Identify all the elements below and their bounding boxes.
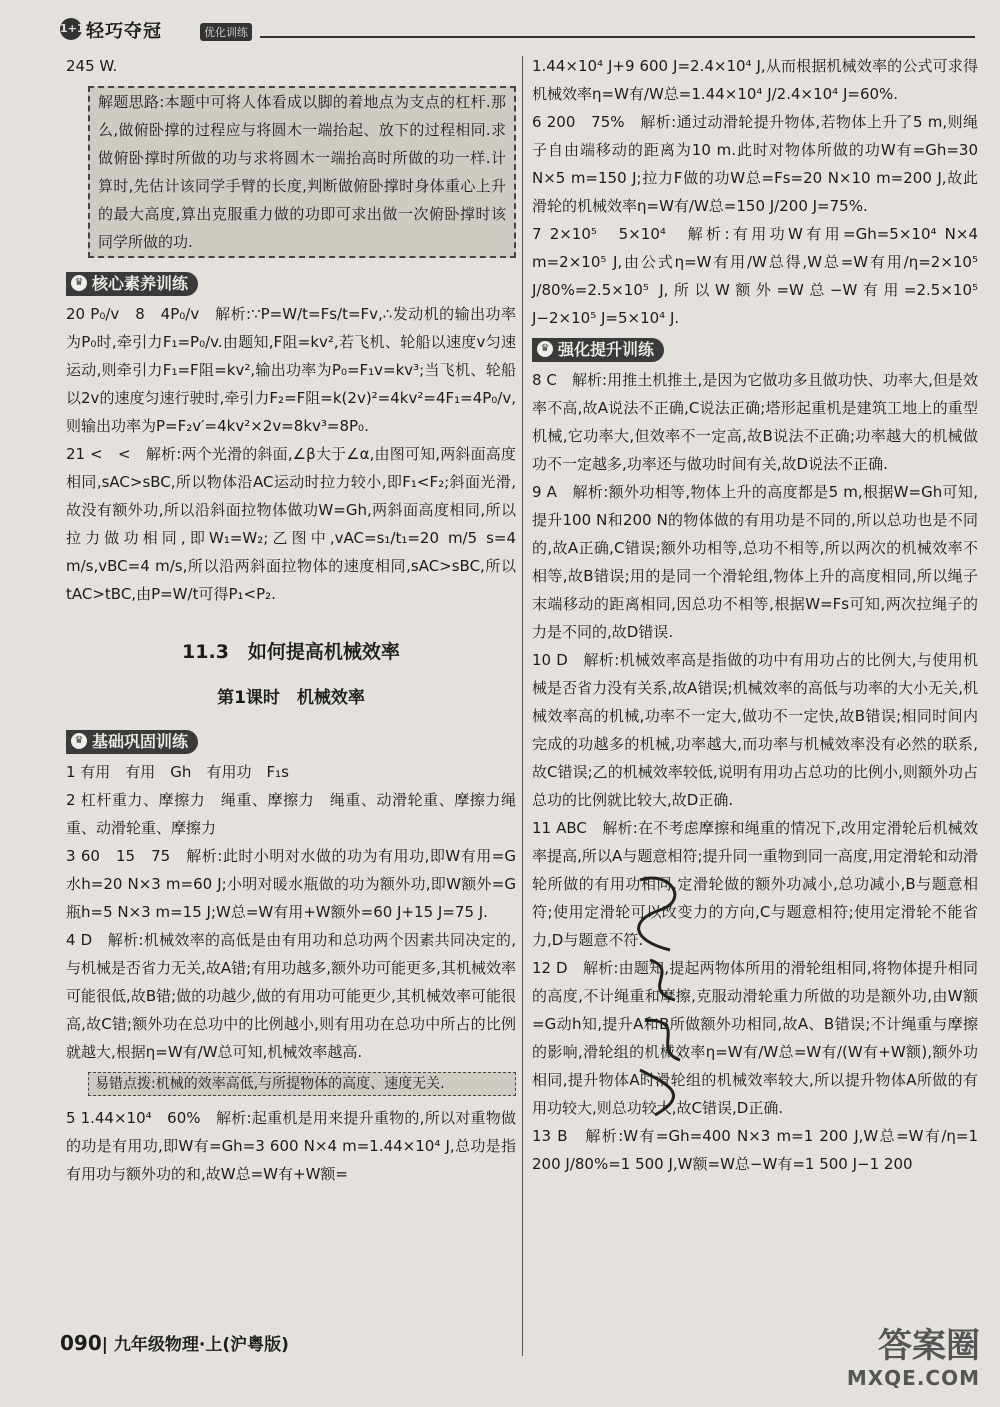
answer-3: 3 60 15 75 解析:此时小明对水做的功为有用功,即W有用=G水h=20 N×3 m=60 J;小明对暖水瓶做的功为额外功,即W额外=G瓶h=5 N×3 m=15 J;W总=W有用+W额外=60 J+15 J=75 J. [66, 847, 516, 921]
column-divider [522, 56, 523, 1356]
section-title: 核心素养训练 [92, 274, 189, 293]
brand-title: 轻巧夺冠 [86, 21, 162, 42]
answer-21: 21 < < 解析:两个光滑的斜面,∠β大于∠α,由图可知,两斜面高度相同,sAC>sBC,所以物体沿AC运动时拉力较小,即F₁<F₂;斜面光滑,故没有额外功,所以沿斜面拉物体做功W=Gh,两斜面高度相同,所以拉力做功相同,即W₁=W₂;乙图中,vAC=s₁/t₁=20 m/5 s=4 m/s,vBC=4 m/s,所以沿两斜面拉物体的速度相同,sAC>sBC,所以tAC>tBC,由P=W/t可得P₁<P₂. [66, 445, 516, 603]
section-title: 基础巩固训练 [92, 732, 189, 751]
answer-4: 4 D 解析:机械效率的高低是由有用功和总功两个因素共同决定的,与机械是否省力无关,故A错;有用功越多,额外功可能更多,其机械效率可能很低,故B错;做的功越少,做的有用功可能更少,其机械效率可能很高,故C错;额外功在总功中的比例越小,则有用功在总功中所占的比例就越大,根据η=W有/W总可知,机械效率越高. [66, 931, 516, 1061]
section-title: 强化提升训练 [558, 340, 655, 359]
answer-10: 10 D 解析:机械效率高是指做的功中有用功占的比例大,与使用机械是否省力没有关系,故A错误;机械效率的高低与功率的大小无关,机械效率高的机械,功率不一定大,做功不一定快,故B错误;相同时间内完成的功越多的机械,功率越大,而功率与机械效率没有必然的联系,故C错误;乙的机械效率较低,说明有用功占总功的比例小,则额外功占总功的比例就比较大,故D正确. [532, 651, 978, 809]
page-footer: 090| 九年级物理·上(沪粤版) [60, 1331, 289, 1355]
answer-5: 5 1.44×10⁴ 60% 解析:起重机是用来提升重物的,所以对重物做的功是有用功,即W有=Gh=3 600 N×4 m=1.44×10⁴ J,总功是指有用功与额外功的和,故W总=W有+W额= [66, 1109, 516, 1183]
error-tip-box: 易错点拨:机械的效率高低,与所提物体的高度、速度无关. [88, 1072, 516, 1096]
text-continuation: 245 W. [66, 57, 118, 75]
watermark-logo: 答案圈 [878, 1326, 980, 1366]
brand-subtitle: 优化训练 [200, 23, 252, 41]
answer-20: 20 P₀/v 8 4P₀/v 解析:∵P=W/t=Fs/t=Fv,∴发动机的输出功率为P₀时,牵引力F₁=P₀/v.由题知,F阻=kv²,若飞机、轮船以速度v匀速运动,则牵引力F₁=F阻=kv²,输出功率为P₀=F₁v=kv³;当飞机、轮船以2v的速度匀速行驶时,牵引力F₂=F阻=k(2v)²=4kv²=4F₁=4P₀/v,则输出功率为P=F₂v′=4kv²×2v=8kv³=8P₀. [66, 305, 516, 435]
left-column [66, 52, 516, 1188]
handwriting-scribble [620, 870, 710, 1120]
answer-13: 13 B 解析:W有=Gh=400 N×3 m=1 200 J,W总=W有/η=1 200 J/80%=1 500 J,W额=W总−W有=1 500 J−1 200 [532, 1127, 978, 1173]
watermark-url: MXQE.COM [846, 1366, 980, 1390]
answer-6: 6 200 75% 解析:通过动滑轮提升物体,若物体上升了5 m,则绳子自由端移动的距离为10 m.此时对物体所做的功W有=Gh=30 N×5 m=150 J;拉力F做的功W总=Fs=20 N×10 m=200 J,故此滑轮的机械效率η=W有/W总=150 J/200 J=75%. [532, 113, 978, 215]
section-header-core [66, 272, 198, 296]
answer-9: 9 A 解析:额外功相等,物体上升的高度都是5 m,根据W=Gh可知,提升100 N和200 N的物体做的有用功是不同的,所以总功也是不同的,故A正确,C错误;额外功相等,总功不相等,所以两次的机械效率不相等,故B错误;用的是同一个滑轮组,物体上升的高度相同,所以绳子末端移动的距离相同,因总功不相等,根据W=Fs可知,两次拉绳子的力是不同的,故D错误. [532, 483, 978, 641]
watermark [800, 1318, 980, 1398]
text-continuation: 1.44×10⁴ J+9 600 J=2.4×10⁴ J,从而根据机械效率的公式可求得机械效率η=W有/W总=1.44×10⁴ J/2.4×10⁴ J=60%. [532, 57, 978, 103]
section-header-basic [66, 730, 198, 754]
crown-icon: ♛ [71, 275, 87, 291]
page-header [60, 14, 975, 46]
answer-1: 1 有用 有用 Gh 有用功 F₁s [66, 763, 289, 781]
lesson-title: 第1课时 机械效率 [217, 688, 365, 708]
crown-icon: ♛ [71, 733, 87, 749]
chapter-title: 11.3 如何提高机械效率 [182, 641, 400, 663]
answer-8: 8 C 解析:用推土机推土,是因为它做功多且做功快、功率大,但是效率不高,故A说法不正确,C说法正确;塔形起重机是建筑工地上的重型机械,它功率大,但效率不一定高,故B说法不正确;功率越大的机械做功不一定越多,功率还与做功时间有关,故D说法不正确. [532, 371, 978, 473]
answer-12: 12 D 解析:由题知,提起两物体所用的滑轮组相同,将物体提升相同的高度,不计绳重和摩擦,克服动滑轮重力所做的功是额外功,由W额=G动h知,提升A和B所做额外功相同,故A、B错误;不计绳重与摩擦的影响,滑轮组的机械效率η=W有/W总=W有/(W有+W额),额外功相同,提升物体A时滑轮组的机械效率较大,所以提升物体A所做的有用功较大,则总功较大,故C错误,D正确. [532, 959, 978, 1117]
solution-hint-box [88, 86, 516, 258]
section-header-advanced [532, 338, 664, 362]
answer-11: 11 ABC 解析:在不考虑摩擦和绳重的情况下,改用定滑轮后机械效率提高,所以A与题意相符;提升同一重物到同一高度,用定滑轮和动滑轮所做的有用功相同,定滑轮做的额外功减小,总功减小,B与题意相符;使用定滑轮可以改变力的方向,C与题意相符;使用定滑轮不能省力,D与题意不符. [532, 819, 978, 949]
answer-7: 7 2×10⁵ 5×10⁴ 解析:有用功W有用=Gh=5×10⁴ N×4 m=2×10⁵ J,由公式η=W有用/W总得,W总=W有用/η=2×10⁵ J/80%=2.5×10⁵ J,所以W额外=W总−W有用=2.5×10⁵ J−2×10⁵ J=5×10⁴ J. [532, 225, 978, 327]
right-column [532, 52, 978, 1178]
brand-logo-icon: 1+1 [60, 18, 82, 40]
header-rule [260, 36, 975, 38]
crown-icon: ♛ [537, 341, 553, 357]
answer-2: 2 杠杆重力、摩擦力 绳重、摩擦力 绳重、动滑轮重、摩擦力绳重、动滑轮重、摩擦力 [66, 791, 516, 837]
solution-hint-text: 解题思路:本题中可将人体看成以脚的着地点为支点的杠杆.那么,做俯卧撑的过程应与将圆木一端抬起、放下的过程相同.求做俯卧撑时所做的功与求将圆木一端抬高时所做的功一样.计算时,先估计该同学手臂的长度,判断做俯卧撑时身体重心上升的最大高度,算出克服重力做的功即可求出做一次俯卧撑时该同学所做的功. [98, 93, 506, 251]
book-title: 九年级物理·上(沪粤版) [113, 1335, 289, 1355]
page-number: 090 [60, 1331, 102, 1355]
